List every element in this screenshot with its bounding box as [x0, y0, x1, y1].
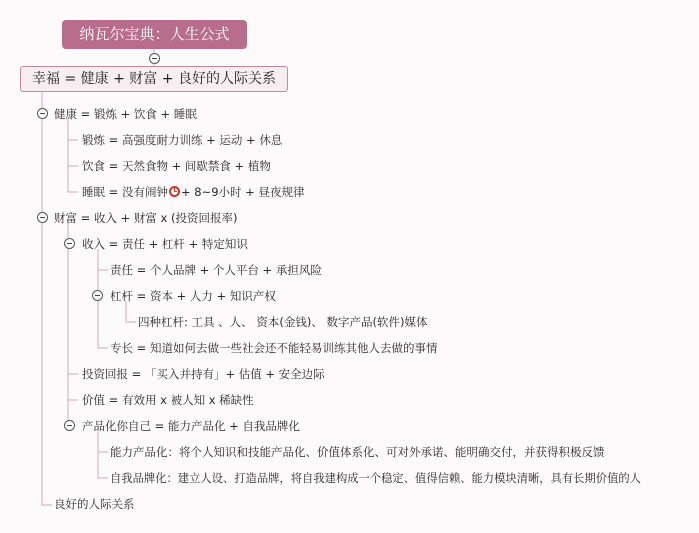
collapse-toggle-income[interactable]: [64, 238, 75, 249]
collapse-toggle-health[interactable]: [37, 108, 48, 119]
node-four-levers[interactable]: 四种杠杆: 工具 、人、 资本(金钱)、 数字产品(软件)媒体: [138, 315, 428, 329]
node-value[interactable]: 价值 = 有效用 x 被人知 x 稀缺性: [82, 393, 254, 407]
node-diet[interactable]: 饮食 = 天然食物 + 间歇禁食 + 植物: [82, 159, 271, 173]
node-specialty[interactable]: 专长 = 知道如何去做一些社会还不能轻易训练其他人去做的事情: [110, 341, 438, 355]
sleep-text-pre: 睡眠 = 没有闹钟: [82, 185, 168, 199]
node-roi[interactable]: 投资回报 = 「买入并持有」+ 估值 + 安全边际: [82, 367, 325, 381]
node-productize[interactable]: 产品化你自己 = 能力产品化 + 自我品牌化: [82, 419, 300, 433]
alarm-clock-icon: [169, 186, 180, 197]
collapse-toggle-root[interactable]: [149, 53, 160, 64]
node-health[interactable]: 健康 = 锻炼 + 饮食 + 睡眠: [54, 107, 197, 121]
node-leverage[interactable]: 杠杆 = 资本 + 人力 + 知识产权: [110, 289, 276, 303]
node-relations[interactable]: 良好的人际关系: [54, 497, 135, 511]
collapse-toggle-wealth[interactable]: [37, 212, 48, 223]
node-responsibility[interactable]: 责任 = 个人品牌 + 个人平台 + 承担风险: [110, 263, 322, 277]
collapse-toggle-productize[interactable]: [64, 420, 75, 431]
collapse-toggle-leverage[interactable]: [92, 290, 103, 301]
root-node[interactable]: 纳瓦尔宝典：人生公式: [62, 20, 247, 49]
node-self-brand[interactable]: 自我品牌化：建立人设、打造品牌，将自我建构成一个稳定、值得信赖、能力模块清晰，具有长期价值的人: [110, 472, 641, 485]
node-exercise[interactable]: 锻炼 = 高强度耐力训练 + 运动 + 休息: [82, 133, 283, 147]
node-ability-productize[interactable]: 能力产品化：将个人知识和技能产品化、价值体系化、可对外承诺、能明确交付，并获得积极反馈: [110, 445, 605, 459]
node-income[interactable]: 收入 = 责任 + 杠杆 + 特定知识: [82, 237, 248, 251]
node-sleep[interactable]: [82, 185, 304, 200]
node-wealth[interactable]: 财富 = 收入 + 财富 x (投资回报率): [54, 211, 238, 225]
sleep-text-post: + 8~9小时 + 昼夜规律: [180, 185, 305, 199]
main-node[interactable]: 幸福 = 健康 + 财富 + 良好的人际关系: [20, 66, 288, 92]
